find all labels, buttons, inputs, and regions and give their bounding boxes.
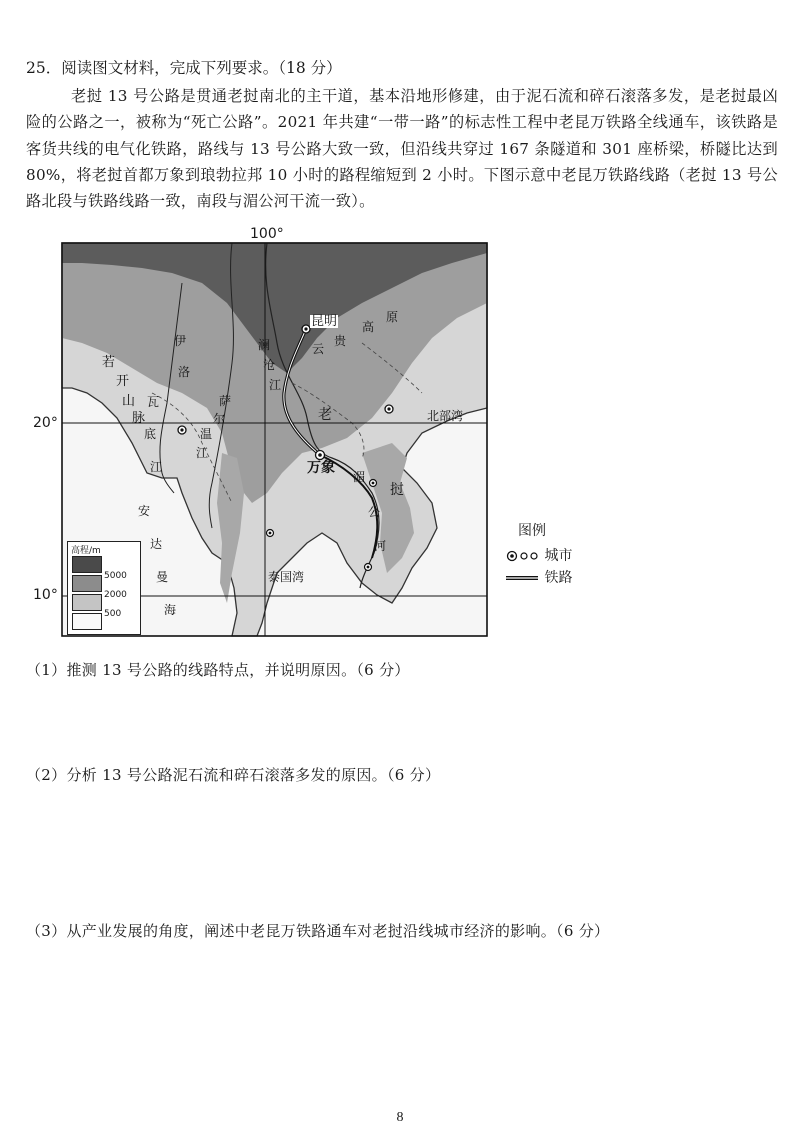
label-da: 达	[150, 537, 163, 551]
label-wa: 瓦	[147, 395, 160, 409]
elevation-swatch-high	[72, 556, 102, 573]
city-kunming	[302, 325, 310, 333]
elevation-legend	[67, 541, 141, 635]
label-vientiane: 万象	[307, 460, 335, 476]
label-gong: 公	[368, 505, 381, 519]
label-jiang3: 江	[196, 446, 209, 460]
label-ruo: 若	[102, 355, 116, 370]
label-thai-gulf: 泰国湾	[268, 570, 305, 584]
label-wen: 温	[200, 427, 213, 441]
city-vientiane	[316, 451, 325, 460]
label-lao: 老	[318, 407, 332, 423]
legend-railway	[506, 567, 572, 587]
map-figure	[62, 243, 487, 636]
sub-question-2: （2）分析 13 号公路泥石流和碎石滚落多发的原因。（6 分）	[26, 766, 441, 784]
label-hai: 海	[164, 603, 177, 617]
label-kunming: 昆明	[311, 314, 338, 329]
label-lan: 澜	[258, 338, 271, 352]
city-symbol-icon	[506, 549, 540, 563]
label-lat-10: 10°	[33, 587, 58, 603]
label-mei: 湄	[353, 470, 366, 484]
elevation-swatch-mid	[72, 575, 102, 592]
label-mai: 脉	[132, 411, 146, 426]
label-er: 尔	[213, 412, 226, 426]
city-mandalay	[178, 426, 186, 434]
label-wo: 挝	[390, 482, 404, 498]
label-sa: 萨	[219, 394, 232, 408]
label-lon-100: 100°	[250, 226, 284, 242]
city-bangkok	[267, 530, 274, 537]
label-cang: 沧	[263, 358, 276, 372]
city-hanoi	[385, 405, 393, 413]
elevation-swatch-plain	[72, 613, 102, 630]
label-gao: 高	[362, 320, 375, 334]
legend-city-label: 城市	[544, 548, 573, 564]
elevation-5000: 5000	[104, 571, 127, 581]
label-beibuwan: 北部湾	[427, 409, 464, 423]
label-yun: 云	[312, 342, 325, 356]
elevation-2000: 2000	[104, 590, 127, 600]
city-pakse	[370, 480, 377, 487]
label-kai: 开	[116, 374, 130, 389]
label-luo: 洛	[178, 365, 191, 379]
page-number: 8	[396, 1110, 404, 1125]
legend-title: 图例	[518, 523, 546, 539]
label-he: 河	[374, 539, 387, 553]
label-jiang1: 江	[269, 378, 282, 392]
elevation-500: 500	[104, 609, 122, 619]
label-yuan: 原	[386, 310, 399, 324]
label-shan: 山	[122, 394, 136, 409]
label-di: 底	[144, 427, 157, 441]
label-man: 曼	[156, 570, 169, 584]
label-gui: 贵	[334, 334, 347, 348]
label-yi: 伊	[174, 334, 187, 348]
question-paragraph: 老挝 13 号公路是贯通老挝南北的主干道，基本沿地形修建，由于泥石流和碎石滚落多发，是老挝最凶险的公路之一，被称为“死亡公路”。2021 年共建“一带一路”的标志性工程中老昆万铁路全线通车，该铁路是客货共线的电气化铁路，路线与 13 号公路大致一致，但沿线共穿过 167 条隧道和 301 座桥梁，桥隧比达到 80%，将老挝首都万象到琅勃拉邦 10 小时的路程缩短到 2 小时。下图示意中老昆万铁路线路（老挝 13 号公路北段与铁路线路一致，南段与湄公河干流一致）。	[26, 87, 778, 211]
label-an: 安	[138, 504, 151, 518]
elevation-swatch-low	[72, 594, 102, 611]
city-phnompenh	[365, 564, 372, 571]
legend-railway-label: 铁路	[544, 570, 573, 586]
sub-question-3: （3）从产业发展的角度，阐述中老昆万铁路通车对老挝沿线城市经济的影响。（6 分）	[26, 922, 610, 940]
railway-symbol-icon	[506, 571, 540, 585]
label-lat-20: 20°	[33, 415, 58, 431]
sub-question-1: （1）推测 13 号公路的线路特点，并说明原因。（6 分）	[26, 661, 410, 679]
legend-city	[506, 545, 572, 565]
elevation-title: 高程/m	[71, 546, 101, 556]
label-jiang2: 江	[150, 460, 163, 474]
question-header: 25．阅读图文材料，完成下列要求。（18 分）	[26, 59, 342, 77]
